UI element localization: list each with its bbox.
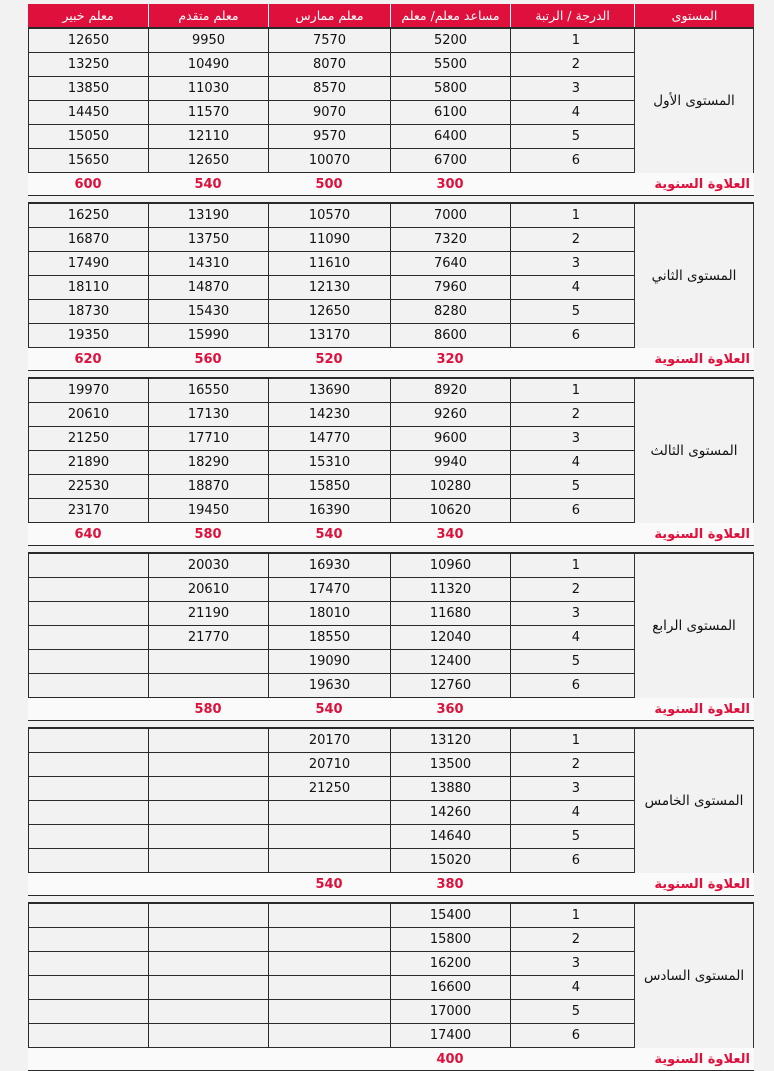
level-name: المستوى الثاني — [634, 204, 754, 348]
allowance-assistant-teacher: 300 — [436, 176, 464, 192]
advanced-teacher-cell: 11570 — [148, 101, 268, 124]
table-row — [28, 29, 634, 53]
grade-cell: 4 — [510, 276, 634, 299]
assistant-teacher-cell: 17400 — [390, 1024, 510, 1047]
table-row — [28, 626, 634, 650]
table-row — [28, 602, 634, 626]
advanced-teacher-cell — [148, 928, 268, 951]
advanced-teacher-cell — [148, 825, 268, 848]
practitioner-teacher-cell: 10070 — [268, 149, 390, 172]
grade-cell: 2 — [510, 228, 634, 251]
practitioner-teacher-cell: 20710 — [268, 753, 390, 776]
practitioner-teacher-cell: 16390 — [268, 499, 390, 522]
table-row — [28, 753, 634, 777]
advanced-teacher-cell: 18290 — [148, 451, 268, 474]
header-assistant-teacher: مساعد معلم/ معلم — [390, 4, 510, 27]
advanced-teacher-cell: 10490 — [148, 53, 268, 76]
grade-cell: 3 — [510, 77, 634, 100]
grade-cell: 1 — [510, 204, 634, 227]
assistant-teacher-cell: 7640 — [390, 252, 510, 275]
allowance-expert-teacher: 640 — [74, 526, 102, 542]
grade-cell: 6 — [510, 1024, 634, 1047]
assistant-teacher-cell: 6400 — [390, 125, 510, 148]
expert-teacher-cell: 17490 — [28, 252, 148, 275]
header-advanced-teacher: معلم متقدم — [148, 4, 268, 27]
practitioner-teacher-cell — [268, 825, 390, 848]
advanced-teacher-cell: 18870 — [148, 475, 268, 498]
grade-cell: 4 — [510, 626, 634, 649]
practitioner-teacher-cell: 16930 — [268, 554, 390, 577]
assistant-teacher-cell: 10280 — [390, 475, 510, 498]
grade-cell: 6 — [510, 849, 634, 872]
advanced-teacher-cell — [148, 1000, 268, 1023]
assistant-teacher-cell: 8920 — [390, 379, 510, 402]
allowance-expert-teacher: 600 — [74, 176, 102, 192]
table-row — [28, 554, 634, 578]
annual-allowance-row — [28, 1048, 754, 1071]
expert-teacher-cell: 23170 — [28, 499, 148, 522]
assistant-teacher-cell: 12400 — [390, 650, 510, 673]
expert-teacher-cell — [28, 777, 148, 800]
assistant-teacher-cell: 9600 — [390, 427, 510, 450]
table-row — [28, 674, 634, 698]
table-row — [28, 101, 634, 125]
grade-cell: 5 — [510, 475, 634, 498]
practitioner-teacher-cell: 9570 — [268, 125, 390, 148]
table-row — [28, 729, 634, 753]
expert-teacher-cell: 15050 — [28, 125, 148, 148]
advanced-teacher-cell: 19450 — [148, 499, 268, 522]
grade-cell: 1 — [510, 554, 634, 577]
assistant-teacher-cell: 15400 — [390, 904, 510, 927]
expert-teacher-cell: 19350 — [28, 324, 148, 347]
advanced-teacher-cell — [148, 777, 268, 800]
advanced-teacher-cell — [148, 801, 268, 824]
expert-teacher-cell: 22530 — [28, 475, 148, 498]
grade-cell: 3 — [510, 252, 634, 275]
grade-cell: 1 — [510, 379, 634, 402]
level-name: المستوى الخامس — [634, 729, 754, 873]
expert-teacher-cell — [28, 952, 148, 975]
grade-cell: 3 — [510, 602, 634, 625]
expert-teacher-cell — [28, 674, 148, 697]
practitioner-teacher-cell: 7570 — [268, 29, 390, 52]
assistant-teacher-cell: 7320 — [390, 228, 510, 251]
table-row — [28, 928, 634, 952]
table-row — [28, 475, 634, 499]
allowance-practitioner-teacher: 540 — [315, 701, 343, 717]
practitioner-teacher-cell — [268, 904, 390, 927]
practitioner-teacher-cell: 14770 — [268, 427, 390, 450]
practitioner-teacher-cell: 15310 — [268, 451, 390, 474]
advanced-teacher-cell: 9950 — [148, 29, 268, 52]
practitioner-teacher-cell: 17470 — [268, 578, 390, 601]
table-row — [28, 204, 634, 228]
expert-teacher-cell — [28, 928, 148, 951]
assistant-teacher-cell: 5200 — [390, 29, 510, 52]
advanced-teacher-cell: 20610 — [148, 578, 268, 601]
grade-cell: 2 — [510, 753, 634, 776]
practitioner-teacher-cell: 13690 — [268, 379, 390, 402]
grade-cell: 2 — [510, 928, 634, 951]
annual-allowance-row — [28, 873, 754, 896]
annual-allowance-label: العلاوة السنوية — [654, 1051, 750, 1067]
allowance-advanced-teacher: 580 — [194, 526, 222, 542]
level-block — [28, 377, 754, 546]
grade-cell: 3 — [510, 777, 634, 800]
annual-allowance-row — [28, 348, 754, 371]
table-row — [28, 228, 634, 252]
expert-teacher-cell — [28, 1024, 148, 1047]
grade-cell: 5 — [510, 125, 634, 148]
allowance-practitioner-teacher — [268, 1048, 390, 1070]
expert-teacher-cell — [28, 849, 148, 872]
annual-allowance-label: العلاوة السنوية — [654, 876, 750, 892]
expert-teacher-cell — [28, 626, 148, 649]
expert-teacher-cell — [28, 729, 148, 752]
advanced-teacher-cell — [148, 952, 268, 975]
expert-teacher-cell: 21890 — [28, 451, 148, 474]
level-name: المستوى الرابع — [634, 554, 754, 698]
advanced-teacher-cell: 21190 — [148, 602, 268, 625]
expert-teacher-cell — [28, 1000, 148, 1023]
grade-cell: 1 — [510, 904, 634, 927]
assistant-teacher-cell: 15020 — [390, 849, 510, 872]
assistant-teacher-cell: 12040 — [390, 626, 510, 649]
annual-allowance-row — [28, 698, 754, 721]
practitioner-teacher-cell: 14230 — [268, 403, 390, 426]
grade-cell: 2 — [510, 403, 634, 426]
grade-cell: 5 — [510, 1000, 634, 1023]
expert-teacher-cell — [28, 554, 148, 577]
allowance-practitioner-teacher: 540 — [315, 526, 343, 542]
table-row — [28, 650, 634, 674]
assistant-teacher-cell: 7000 — [390, 204, 510, 227]
advanced-teacher-cell: 21770 — [148, 626, 268, 649]
assistant-teacher-cell: 12760 — [390, 674, 510, 697]
header-practitioner-teacher: معلم ممارس — [268, 4, 390, 27]
allowance-advanced-teacher — [148, 1048, 268, 1070]
level-block — [28, 552, 754, 721]
advanced-teacher-cell: 14870 — [148, 276, 268, 299]
practitioner-teacher-cell — [268, 1000, 390, 1023]
assistant-teacher-cell: 11320 — [390, 578, 510, 601]
expert-teacher-cell — [28, 825, 148, 848]
header-level: المستوى — [634, 4, 754, 27]
advanced-teacher-cell — [148, 753, 268, 776]
grade-cell: 3 — [510, 427, 634, 450]
practitioner-teacher-cell: 18550 — [268, 626, 390, 649]
assistant-teacher-cell: 9940 — [390, 451, 510, 474]
grade-cell: 4 — [510, 801, 634, 824]
allowance-expert-teacher — [28, 873, 148, 895]
grade-cell: 4 — [510, 976, 634, 999]
practitioner-teacher-cell: 20170 — [268, 729, 390, 752]
assistant-teacher-cell: 6100 — [390, 101, 510, 124]
grade-cell: 3 — [510, 952, 634, 975]
expert-teacher-cell — [28, 753, 148, 776]
advanced-teacher-cell: 12110 — [148, 125, 268, 148]
practitioner-teacher-cell: 11090 — [268, 228, 390, 251]
allowance-expert-teacher — [28, 1048, 148, 1070]
expert-teacher-cell: 20610 — [28, 403, 148, 426]
expert-teacher-cell: 15650 — [28, 149, 148, 172]
practitioner-teacher-cell: 9070 — [268, 101, 390, 124]
practitioner-teacher-cell: 15850 — [268, 475, 390, 498]
assistant-teacher-cell: 16600 — [390, 976, 510, 999]
expert-teacher-cell: 13250 — [28, 53, 148, 76]
allowance-assistant-teacher: 360 — [436, 701, 464, 717]
assistant-teacher-cell: 16200 — [390, 952, 510, 975]
practitioner-teacher-cell — [268, 976, 390, 999]
annual-allowance-row — [28, 173, 754, 196]
expert-teacher-cell: 18110 — [28, 276, 148, 299]
level-block — [28, 727, 754, 896]
expert-teacher-cell: 16870 — [28, 228, 148, 251]
practitioner-teacher-cell: 21250 — [268, 777, 390, 800]
table-header — [28, 4, 754, 27]
table-row — [28, 777, 634, 801]
advanced-teacher-cell: 15430 — [148, 300, 268, 323]
allowance-practitioner-teacher: 520 — [315, 351, 343, 367]
expert-teacher-cell: 13850 — [28, 77, 148, 100]
practitioner-teacher-cell: 12650 — [268, 300, 390, 323]
table-row — [28, 578, 634, 602]
table-row — [28, 904, 634, 928]
expert-teacher-cell — [28, 578, 148, 601]
assistant-teacher-cell: 13120 — [390, 729, 510, 752]
assistant-teacher-cell: 14260 — [390, 801, 510, 824]
expert-teacher-cell: 16250 — [28, 204, 148, 227]
grade-cell: 1 — [510, 729, 634, 752]
allowance-practitioner-teacher: 500 — [315, 176, 343, 192]
grade-cell: 6 — [510, 674, 634, 697]
grade-cell: 6 — [510, 499, 634, 522]
table-row — [28, 403, 634, 427]
grade-cell: 5 — [510, 825, 634, 848]
level-block — [28, 902, 754, 1071]
practitioner-teacher-cell — [268, 1024, 390, 1047]
table-row — [28, 149, 634, 173]
grade-cell: 6 — [510, 149, 634, 172]
table-row — [28, 1024, 634, 1048]
practitioner-teacher-cell — [268, 801, 390, 824]
assistant-teacher-cell: 5800 — [390, 77, 510, 100]
table-row — [28, 849, 634, 873]
allowance-advanced-teacher — [148, 873, 268, 895]
practitioner-teacher-cell — [268, 952, 390, 975]
expert-teacher-cell — [28, 904, 148, 927]
allowance-advanced-teacher: 560 — [194, 351, 222, 367]
practitioner-teacher-cell — [268, 928, 390, 951]
header-grade: الدرجة / الرتبة — [510, 4, 634, 27]
table-row — [28, 300, 634, 324]
table-row — [28, 976, 634, 1000]
annual-allowance-row — [28, 523, 754, 546]
practitioner-teacher-cell: 12130 — [268, 276, 390, 299]
grade-cell: 6 — [510, 324, 634, 347]
assistant-teacher-cell: 17000 — [390, 1000, 510, 1023]
advanced-teacher-cell — [148, 729, 268, 752]
advanced-teacher-cell: 13190 — [148, 204, 268, 227]
allowance-practitioner-teacher: 540 — [315, 876, 343, 892]
level-block — [28, 27, 754, 196]
grade-cell: 5 — [510, 300, 634, 323]
table-row — [28, 77, 634, 101]
allowance-expert-teacher: 620 — [74, 351, 102, 367]
table-row — [28, 53, 634, 77]
practitioner-teacher-cell: 8070 — [268, 53, 390, 76]
table-row — [28, 427, 634, 451]
table-row — [28, 324, 634, 348]
practitioner-teacher-cell: 18010 — [268, 602, 390, 625]
table-row — [28, 379, 634, 403]
advanced-teacher-cell: 14310 — [148, 252, 268, 275]
assistant-teacher-cell: 13880 — [390, 777, 510, 800]
annual-allowance-label: العلاوة السنوية — [654, 176, 750, 192]
header-expert-teacher: معلم خبير — [28, 4, 148, 27]
expert-teacher-cell: 14450 — [28, 101, 148, 124]
grade-cell: 5 — [510, 650, 634, 673]
practitioner-teacher-cell — [268, 849, 390, 872]
assistant-teacher-cell: 11680 — [390, 602, 510, 625]
assistant-teacher-cell: 13500 — [390, 753, 510, 776]
advanced-teacher-cell — [148, 1024, 268, 1047]
assistant-teacher-cell: 10620 — [390, 499, 510, 522]
level-name: المستوى السادس — [634, 904, 754, 1048]
table-row — [28, 801, 634, 825]
advanced-teacher-cell: 13750 — [148, 228, 268, 251]
table-row — [28, 276, 634, 300]
assistant-teacher-cell: 8280 — [390, 300, 510, 323]
advanced-teacher-cell: 20030 — [148, 554, 268, 577]
salary-table — [28, 4, 754, 1071]
allowance-advanced-teacher: 580 — [194, 701, 222, 717]
assistant-teacher-cell: 10960 — [390, 554, 510, 577]
table-row — [28, 825, 634, 849]
advanced-teacher-cell: 12650 — [148, 149, 268, 172]
table-row — [28, 252, 634, 276]
level-block — [28, 202, 754, 371]
advanced-teacher-cell — [148, 650, 268, 673]
expert-teacher-cell — [28, 602, 148, 625]
grade-cell: 2 — [510, 53, 634, 76]
expert-teacher-cell — [28, 650, 148, 673]
annual-allowance-label: العلاوة السنوية — [654, 351, 750, 367]
assistant-teacher-cell: 14640 — [390, 825, 510, 848]
table-row — [28, 125, 634, 149]
assistant-teacher-cell: 6700 — [390, 149, 510, 172]
practitioner-teacher-cell: 19630 — [268, 674, 390, 697]
allowance-advanced-teacher: 540 — [194, 176, 222, 192]
allowance-expert-teacher — [28, 698, 148, 720]
table-row — [28, 451, 634, 475]
assistant-teacher-cell: 15800 — [390, 928, 510, 951]
expert-teacher-cell: 18730 — [28, 300, 148, 323]
practitioner-teacher-cell: 13170 — [268, 324, 390, 347]
practitioner-teacher-cell: 11610 — [268, 252, 390, 275]
allowance-assistant-teacher: 380 — [436, 876, 464, 892]
assistant-teacher-cell: 7960 — [390, 276, 510, 299]
annual-allowance-label: العلاوة السنوية — [654, 701, 750, 717]
practitioner-teacher-cell: 10570 — [268, 204, 390, 227]
allowance-assistant-teacher: 340 — [436, 526, 464, 542]
table-row — [28, 952, 634, 976]
expert-teacher-cell — [28, 801, 148, 824]
allowance-assistant-teacher: 400 — [436, 1051, 464, 1067]
expert-teacher-cell: 12650 — [28, 29, 148, 52]
practitioner-teacher-cell: 8570 — [268, 77, 390, 100]
grade-cell: 4 — [510, 101, 634, 124]
assistant-teacher-cell: 8600 — [390, 324, 510, 347]
table-row — [28, 499, 634, 523]
level-name: المستوى الثالث — [634, 379, 754, 523]
advanced-teacher-cell — [148, 976, 268, 999]
grade-cell: 2 — [510, 578, 634, 601]
advanced-teacher-cell: 11030 — [148, 77, 268, 100]
advanced-teacher-cell — [148, 849, 268, 872]
levels-container — [28, 27, 754, 1071]
allowance-assistant-teacher: 320 — [436, 351, 464, 367]
table-row — [28, 1000, 634, 1024]
expert-teacher-cell: 19970 — [28, 379, 148, 402]
assistant-teacher-cell: 9260 — [390, 403, 510, 426]
level-name: المستوى الأول — [634, 29, 754, 173]
grade-cell: 1 — [510, 29, 634, 52]
advanced-teacher-cell: 16550 — [148, 379, 268, 402]
expert-teacher-cell — [28, 976, 148, 999]
advanced-teacher-cell: 17130 — [148, 403, 268, 426]
assistant-teacher-cell: 5500 — [390, 53, 510, 76]
practitioner-teacher-cell: 19090 — [268, 650, 390, 673]
advanced-teacher-cell: 17710 — [148, 427, 268, 450]
advanced-teacher-cell — [148, 904, 268, 927]
advanced-teacher-cell: 15990 — [148, 324, 268, 347]
advanced-teacher-cell — [148, 674, 268, 697]
grade-cell: 4 — [510, 451, 634, 474]
annual-allowance-label: العلاوة السنوية — [654, 526, 750, 542]
expert-teacher-cell: 21250 — [28, 427, 148, 450]
